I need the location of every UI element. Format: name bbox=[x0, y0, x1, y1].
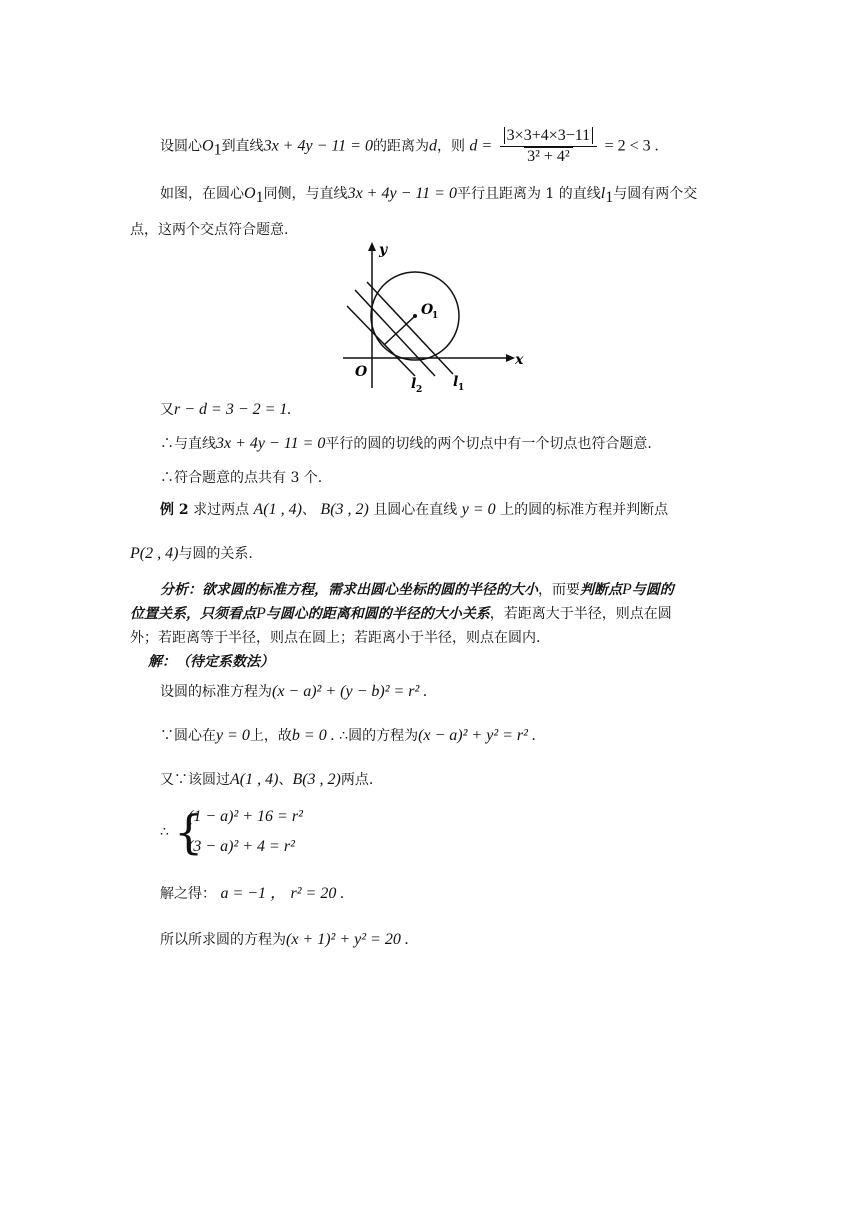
example-2-statement-cont bbox=[130, 544, 253, 564]
paragraph-r-minus-d bbox=[160, 400, 291, 420]
math-A: A(1 , 4) bbox=[253, 501, 302, 518]
math-result: = 2 < 3 . bbox=[604, 137, 659, 155]
paragraph-distance bbox=[160, 126, 659, 167]
solution-step-1 bbox=[160, 682, 427, 702]
analysis-line-3 bbox=[130, 628, 540, 648]
math-sub: 1 bbox=[213, 141, 222, 159]
solution-step-3 bbox=[160, 770, 373, 790]
text: 与圆的 bbox=[631, 582, 674, 598]
text: 外；若距离等于半径，则点在圆上；若距离小于半径，则点在圆内. bbox=[130, 630, 541, 646]
text: 求过两点 bbox=[193, 502, 250, 518]
math-O: O bbox=[244, 185, 256, 202]
fraction-numerator: 3×3+4×3−11 bbox=[504, 127, 594, 144]
paragraph-figure-intro-cont bbox=[130, 220, 288, 240]
text: 两点. bbox=[340, 772, 374, 788]
math-sol-a: a = −1 ， bbox=[220, 885, 287, 902]
math-sub: 1 bbox=[605, 188, 614, 206]
origin-label: O bbox=[355, 364, 368, 380]
analysis-line-1 bbox=[160, 580, 674, 600]
math-P: P(2 , 4) bbox=[130, 545, 179, 562]
center-label-sub: 1 bbox=[432, 311, 439, 321]
text: ∴圆的方程为 bbox=[339, 728, 419, 744]
math-line-eq: 3x + 4y − 11 = 0 bbox=[216, 435, 326, 452]
text: 位置关系，只须看点 bbox=[130, 606, 256, 622]
example-2-statement bbox=[160, 500, 668, 520]
math-final: (x + 1)² + y² = 20 . bbox=[286, 931, 409, 948]
system-eq-2: (3 − a)² + 4 = r² bbox=[188, 838, 295, 855]
text: 与圆有两个交 bbox=[613, 186, 698, 202]
solution-final bbox=[160, 930, 409, 950]
l1-label-sub: 1 bbox=[458, 383, 465, 393]
geometry-figure bbox=[335, 238, 530, 393]
text: 平行的圆的切线的两个切点中有一个切点也符合题意. bbox=[325, 436, 652, 452]
text: 又∵该圆过 bbox=[160, 772, 230, 788]
text: 如图，在圆心 bbox=[160, 186, 244, 202]
text: 又 bbox=[160, 402, 174, 418]
text: 与圆的关系. bbox=[178, 546, 253, 562]
x-arrow bbox=[506, 354, 515, 362]
example-label: 例 2 bbox=[160, 502, 189, 518]
text: 、 bbox=[301, 502, 316, 518]
text: 点，这两个交点符合题意. bbox=[130, 222, 289, 238]
math-d-eq: d = bbox=[469, 137, 493, 155]
math-circle-eq: (x − a)² + y² = r² . bbox=[418, 727, 536, 744]
text: 上，故 bbox=[249, 728, 292, 744]
text: 同侧，与直线 bbox=[263, 186, 348, 202]
text: 且圆心在直线 bbox=[373, 502, 458, 518]
y-label: y bbox=[379, 242, 388, 258]
text: 设圆心 bbox=[160, 138, 202, 155]
left-brace: { bbox=[174, 805, 204, 859]
math-b0: b = 0 . bbox=[291, 727, 335, 744]
paragraph-tangent bbox=[160, 434, 652, 454]
l2-label: l bbox=[411, 376, 417, 392]
solution-header bbox=[148, 652, 274, 672]
text: 判断点 bbox=[580, 582, 622, 598]
solution-step-2 bbox=[160, 726, 536, 746]
text: ，而要 bbox=[538, 582, 580, 598]
math-y0: y = 0 bbox=[461, 501, 496, 518]
math-B: B(3 , 2) bbox=[292, 771, 341, 788]
math-d: d bbox=[428, 137, 437, 155]
l2-label-sub: 2 bbox=[416, 385, 423, 393]
system-eq-1: (1 − a)² + 16 = r² bbox=[188, 808, 303, 825]
analysis-label: 分析： bbox=[160, 582, 202, 598]
text: 与圆心的距离和圆的半径的大小关系 bbox=[265, 606, 490, 622]
analysis-line-2 bbox=[130, 604, 672, 624]
text: 欲求圆的标准方程，需求出圆心坐标的圆的半径的大小 bbox=[202, 582, 538, 598]
math-P: P bbox=[256, 605, 266, 622]
therefore-symbol: ∴ bbox=[160, 824, 169, 840]
math-expr: r − d = 3 − 2 = 1. bbox=[174, 401, 292, 418]
math-B: B(3 , 2) bbox=[320, 501, 369, 518]
text: 解之得： bbox=[160, 886, 216, 902]
solution-method: （待定系数法） bbox=[176, 654, 274, 670]
math-sub: 1 bbox=[255, 188, 264, 206]
text: ∵圆心在 bbox=[160, 728, 216, 744]
paragraph-count bbox=[160, 468, 322, 488]
fraction-denominator: 3² + 4² bbox=[524, 147, 573, 165]
solution-step-5 bbox=[160, 884, 344, 904]
text: 、 bbox=[278, 772, 293, 788]
text: 平行且距离为 1 的直线 bbox=[456, 186, 601, 202]
math-y0: y = 0 bbox=[216, 727, 250, 744]
text: 上的圆的标准方程并判断点 bbox=[500, 502, 669, 518]
text: ，则 bbox=[436, 138, 465, 155]
text: 设圆的标准方程为 bbox=[160, 684, 272, 700]
math-l: l bbox=[600, 185, 606, 202]
math-line-eq: 3x + 4y − 11 = 0 bbox=[347, 185, 457, 202]
text: ∴符合题意的点共有 3 个. bbox=[160, 470, 323, 486]
radius-segment bbox=[384, 316, 415, 345]
x-label: x bbox=[515, 352, 524, 368]
math-sol-r: r² = 20 . bbox=[290, 885, 345, 902]
math-line-eq: 3x + 4y − 11 = 0 bbox=[263, 137, 373, 155]
text: ，若距离大于半径，则点在圆 bbox=[489, 606, 672, 622]
y-arrow bbox=[368, 242, 376, 251]
center-point bbox=[413, 314, 417, 318]
distance-fraction bbox=[500, 126, 598, 167]
math-O: O bbox=[202, 137, 214, 155]
text: 所以所求圆的方程为 bbox=[160, 932, 286, 948]
math-std-eq: (x − a)² + (y − b)² = r² . bbox=[272, 683, 428, 700]
solution-label: 解： bbox=[148, 654, 176, 670]
text: ∴与直线 bbox=[160, 436, 216, 452]
text: 的距离为 bbox=[372, 138, 429, 155]
l1-label: l bbox=[453, 374, 459, 390]
math-P: P bbox=[622, 581, 632, 598]
paragraph-figure-intro bbox=[160, 184, 697, 208]
text: 到直线 bbox=[221, 138, 264, 155]
math-A: A(1 , 4) bbox=[230, 771, 279, 788]
center-label: O bbox=[421, 302, 434, 318]
